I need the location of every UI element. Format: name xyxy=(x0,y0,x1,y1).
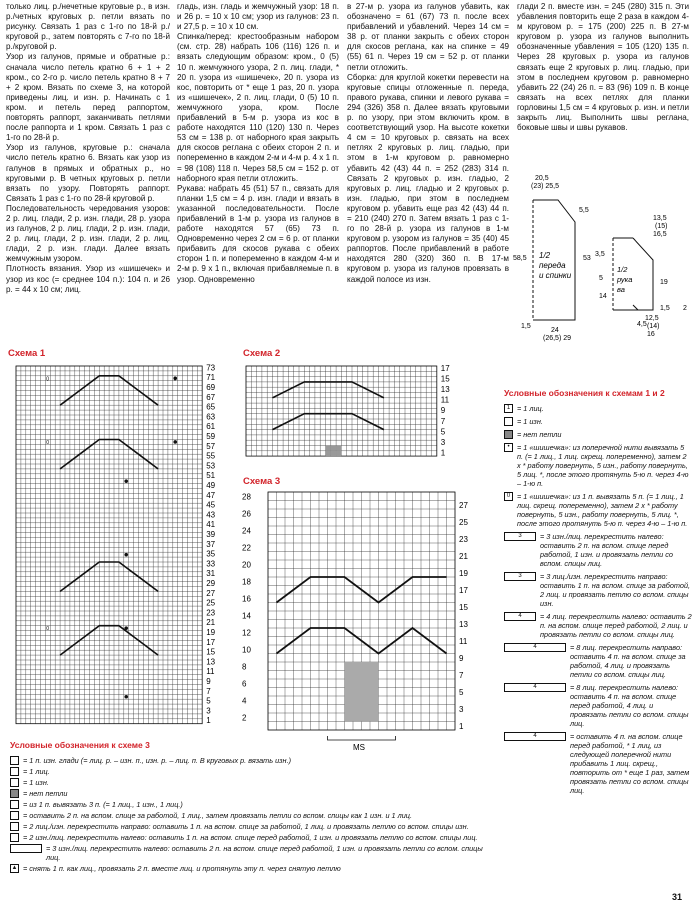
row-label: 37 xyxy=(206,539,216,549)
row-label: 53 xyxy=(206,461,216,471)
legend-symbol: 0 xyxy=(504,492,513,501)
row-label-left: 8 xyxy=(242,662,247,672)
row-label: 13 xyxy=(206,657,216,667)
ms-label: MS xyxy=(353,743,365,752)
svg-text:1/2: 1/2 xyxy=(617,265,628,274)
svg-text:3,5: 3,5 xyxy=(595,251,605,258)
legend-item xyxy=(10,844,490,862)
row-label-right: 17 xyxy=(459,586,468,595)
row-label: 73 xyxy=(206,364,216,373)
no-stitch-cell xyxy=(370,662,379,671)
legend-item xyxy=(10,800,490,809)
legend-item xyxy=(504,732,692,795)
legend-item xyxy=(504,572,692,608)
no-stitch-cell xyxy=(353,662,362,671)
grid-lines xyxy=(246,366,437,456)
legend-item xyxy=(504,404,692,413)
row-label-left: 4 xyxy=(242,696,247,706)
row-label-right: 25 xyxy=(459,518,468,527)
text-column-3 xyxy=(347,2,509,285)
svg-text:переда: переда xyxy=(539,261,566,270)
bobble-mark xyxy=(173,440,177,444)
legend-symbol xyxy=(10,778,19,787)
row-label: 43 xyxy=(206,510,216,520)
bobble-mark xyxy=(124,479,128,483)
paragraph: Сборка: для круглой кокетки перевести на круговые спицы отложенные п. переда, правого рукава, спинки и левого рукава = 294 (326) 358 п. Далее вязать круговыми р. по узору, при этом включить кром. в соответствующий узор. На высоте кокетки 4 см = 10 круговых р. связать на всех петлях 2 круговых р. лиц. гладью, при этом в 1-м круговом р. равномерно убавить 42 (43) 44 п. = 252 (283) 314 п. Связать 2 круговых р. изн. гладью, 2 круговых р. лиц. гладью и 2 круговых р. изн. гладью, при этом в последнем круговом р. убавить еще раз 42 (43) 44 п. = 210 (240) 270 п. Затем вязать 1 раз с 1-го по 28-й р. узора из галунов в 1-м круговом р. узором из галунов = 35 (40) 45 раппортов. После прибавлений в работе находятся 280 (320) 360 п. В 17-м круговом р. узора из галунов провязать в каждой полосе из изн. xyxy=(347,72,509,284)
legend-text: = 3 изн./лиц. перекрестить налево: оставить 2 п. на вспом. спице перед работой, 1 изн. и провязать петли со вспом. спицы лиц. xyxy=(540,532,673,568)
no-stitch-cell xyxy=(362,705,371,714)
paragraph: в 27-м р. узора из галунов убавить, как обозначено = 61 (67) 73 п. после всех прибавлений и убавлений. Через 14 см = 38 р. от планки закрыть с обеих сторон для скосов реглана, как на спинке = 49 (55) 61 п. Через 19 см = 52 р. от планки петли отложить. xyxy=(347,2,509,72)
legend-symbol xyxy=(10,833,19,842)
row-label: 7 xyxy=(206,686,211,696)
row-label: 15 xyxy=(206,647,216,657)
legend-text: = 8 лиц. перекрестить направо: оставить 4 п. на вспом. спице за работой, 4 лиц. и провязать петли со вспом. спицы лиц. xyxy=(570,643,686,679)
bobble-mark xyxy=(124,695,128,699)
row-label-left: 26 xyxy=(242,509,251,519)
legend-text: = оставить 2 п. на вспом. спице за работой, 1 лиц., затем провязать петли со вспом. спицы как 1 изн. и 1 лиц. xyxy=(23,811,413,820)
legend-text: = 1 лиц. xyxy=(517,404,544,413)
no-stitch-cell xyxy=(362,688,371,697)
legend-item xyxy=(10,864,490,873)
cable-motif xyxy=(273,382,384,398)
svg-text:19: 19 xyxy=(660,279,668,286)
row-label-right: 13 xyxy=(459,620,468,629)
no-stitch-cell xyxy=(353,688,362,697)
legend-symbol: 4 xyxy=(504,732,566,741)
row-label-left: 20 xyxy=(242,560,251,570)
svg-text:16,5: 16,5 xyxy=(653,231,667,238)
legend-text: = 3 изн./лиц. перекрестить налево: оставить 2 п. на вспом. спице перед работой, 1 изн. и провязать петли со вспом. спицы лиц. xyxy=(46,844,483,862)
zero-mark: 0 xyxy=(46,626,49,633)
page-number: 31 xyxy=(672,892,683,902)
no-stitch-cell xyxy=(362,679,371,688)
cable-motif xyxy=(273,414,384,430)
bobble-mark xyxy=(124,626,128,630)
row-label: 27 xyxy=(206,588,216,598)
legend-symbol: 1 xyxy=(504,404,513,413)
legend-symbol xyxy=(10,767,19,776)
no-stitch-cell xyxy=(331,446,336,451)
legend-item xyxy=(504,430,692,439)
legend-item xyxy=(10,789,490,798)
no-stitch-cell xyxy=(353,713,362,722)
no-stitch-cell xyxy=(345,671,354,680)
no-stitch-cell xyxy=(353,671,362,680)
row-label: 9 xyxy=(440,406,446,416)
row-label-right: 19 xyxy=(459,569,468,578)
dim-side: 1,5 xyxy=(521,323,531,330)
legend-item xyxy=(504,683,692,728)
legend-symbol: • xyxy=(504,443,513,452)
no-stitch-cell xyxy=(345,662,354,671)
legend-text: = 8 лиц. перекрестить налево: оставить 4 п. на вспом. спице перед работой, 4 лиц. и провязать петли со вспом. спицы лиц. xyxy=(570,683,689,728)
row-label: 1 xyxy=(440,448,446,458)
legend-text: = 1 п. изн. глади (= лиц. р. – изн. п., изн. р. – лиц. п. В круговых р. вязать изн.) xyxy=(23,756,292,765)
legend12-title: Условные обозначения к схемам 1 и 2 xyxy=(504,388,665,398)
no-stitch-cell xyxy=(326,451,331,456)
row-label: 33 xyxy=(206,559,216,569)
legend-symbol xyxy=(10,844,42,853)
row-label: 39 xyxy=(206,530,216,539)
row-label: 5 xyxy=(206,696,211,706)
paragraph: Плотность вязания. Узор из «шишечек» и узор из кос (= среднее 104 п.): 104 п. и 26 р. = 44 х 10 см; лиц. xyxy=(6,264,170,294)
row-label: 3 xyxy=(440,438,446,447)
legend-symbol xyxy=(10,822,19,831)
row-label: 45 xyxy=(206,500,216,510)
svg-text:рука: рука xyxy=(617,275,633,284)
chart-1-grid xyxy=(14,364,244,736)
row-label-left: 18 xyxy=(242,577,251,587)
row-label-left: 2 xyxy=(242,713,247,723)
svg-text:12,5: 12,5 xyxy=(645,315,659,322)
row-label-left: 28 xyxy=(242,492,251,502)
row-label: 65 xyxy=(206,402,216,412)
legend-symbol: 3 xyxy=(504,572,536,581)
legend-text: = 1 «шишечка»: из 1 п. вывязать 5 п. (= 1 лиц., 1 лиц. скрещ. попеременно), затем 2 х * работу повернуть, 5 изн., работу повернуть, 5 лиц. *, после этого протянуть 5-ю п. через 4-ю – 1-ю п. xyxy=(517,492,688,528)
legend-symbol xyxy=(504,430,513,439)
chart-2-grid xyxy=(244,364,484,464)
row-label: 17 xyxy=(206,637,216,647)
dim-d2: 58,5 xyxy=(513,255,527,262)
legend-text: = 2 лиц./изн. перекрестить направо: оставить 1 п. на вспом. спице за работой, 1 лиц. и провязать петлю со вспом. спицы изн. xyxy=(23,822,469,831)
zero-mark: 0 xyxy=(46,440,49,446)
row-label: 41 xyxy=(206,520,216,530)
chart2-title: Схема 2 xyxy=(243,348,281,359)
text-column-1 xyxy=(6,2,170,295)
row-label-right: 21 xyxy=(459,552,468,561)
no-stitch-cell xyxy=(362,713,371,722)
legend-symbol xyxy=(10,756,19,765)
dim-bottom: 24 xyxy=(551,327,559,334)
paragraph: Спинка/перед: крестообразным набором (см. стр. 28) набрать 106 (116) 126 п. и вязать следующим образом: кром., 0 (5) 10 п. жемчужного узора, 2 п. лиц. глади, * 20 п. узора из «шишечек», 20 п. узора из кос, повторить от * еще 1 раз, 20 п. узора из «шишечек», 2 п. лиц. глади, 0 (5) 10 п. жемчужного узора, кром. После прибавлений в 5-м р. узора из кос в работе находятся 110 (120) 130 п. Через 53 см = 138 р. от наборного края закрыть для скосов реглана с обеих сторон 2 п. и попеременно в каждом 2-м и 4-м р. 4 х 1 п. = 98 (108) 118 п. Через 58,5 см = 152 р. от наборного края петли отложить. xyxy=(177,32,339,183)
no-stitch-cell xyxy=(370,671,379,680)
row-label-right: 11 xyxy=(459,637,468,646)
row-label-right: 23 xyxy=(459,535,468,544)
svg-text:4,5: 4,5 xyxy=(637,321,647,328)
no-stitch-cell xyxy=(370,688,379,697)
legend-symbol: 4 xyxy=(504,683,566,692)
dim-d1: 5,5 xyxy=(579,207,589,214)
legend-12 xyxy=(504,404,692,799)
legend-item xyxy=(10,811,490,820)
no-stitch-cell xyxy=(370,679,379,688)
no-stitch-cell xyxy=(345,696,354,705)
legend-item xyxy=(504,532,692,568)
legend-text: = 2 изн./лиц. перекрестить налево: оставить 1 п. на вспом. спице перед работой, 1 изн. и провязать петлю со вспом. спицы лиц. xyxy=(23,833,478,842)
no-stitch-cell xyxy=(362,696,371,705)
zero-mark: 0 xyxy=(173,376,177,383)
row-label: 1 xyxy=(206,716,211,726)
legend-item xyxy=(10,822,490,831)
no-stitch-cell xyxy=(362,662,371,671)
no-stitch-cell xyxy=(370,696,379,705)
row-label: 21 xyxy=(206,618,216,628)
paragraph: только лиц. р./нечетные круговые р., в изн. р./четных круговых р. петли вязать по рисунку. Связать 1 раз с 1-го по 18-й р./круговой р., затем повторять с 7-го по 18-й р./круговой р. xyxy=(6,2,170,52)
legend-text: = 3 лиц./изн. перекрестить направо: оставить 1 п. на вспом. спице за работой, 2 лиц. и провязать петлю со вспом. спицы изн. xyxy=(540,572,691,608)
no-stitch-cell xyxy=(345,705,354,714)
legend-symbol xyxy=(10,811,19,820)
row-label: 11 xyxy=(440,395,450,405)
legend-text: = оставить 4 п. на вспом. спице перед работой, * 1 лиц, из следующей поперечной нити прибавить 1 лиц. скрещ., повторить от * еще 1 раз, затем провязать петли со вспом. спицы лиц. xyxy=(570,732,690,795)
row-label: 13 xyxy=(440,385,450,394)
row-label: 55 xyxy=(206,451,216,461)
dim-top2: (23) 25,5 xyxy=(531,183,560,190)
row-label: 69 xyxy=(206,383,216,392)
svg-text:14: 14 xyxy=(599,293,607,300)
dim-d3: 53 xyxy=(583,255,591,262)
legend-text: = 1 «шишечка»: из поперечной нити вывязать 5 п. (= 1 лиц., 1 лиц. скрещ. попеременно), затем 2 х * работу повернуть, 5 изн., работу повернуть, 5 лиц. *, после этого протянуть 5-ю п. через 4-ю – 1-ю п. xyxy=(517,443,689,488)
row-label-left: 16 xyxy=(242,594,251,604)
chart-3-grid xyxy=(240,490,492,766)
row-label: 5 xyxy=(440,427,446,437)
paragraph: Узор из галунов, круговые р.: сначала число петель кратно 6. Вязать как узор из галунов в прямых и обратных р., но круговыми р. В четных круговых р. петли вязать по узору. Повторять раппорт. Связать 1 раз с 1-го по 28-й круговой р. xyxy=(6,143,170,203)
legend-text: = 1 изн. xyxy=(517,417,543,426)
legend-item xyxy=(10,833,490,842)
row-label-left: 10 xyxy=(242,645,251,655)
paragraph: Узор из галунов, прямые и обратные р.: сначала число петель кратно 6 + 1 + 2 кром., со 2-го р. число петель кратно 8 + 7 + 2 кром. Вязать по схеме 3, на которой приведены лиц. и изн. р. Начинать с 1 кром. и петель перед раппортом, повторять раппорт, заканчивать петлями после раппорта и 1 кром. Связать 1 раз с 1-го по 28-й р. xyxy=(6,52,170,143)
paragraph: Последовательность чередования узоров: 2 р. лиц. глади, 2 р. изн. глади, 28 р. узора из галунов, 2 р. лиц. глади, 2 р. изн. глади, 2 р. лиц. глади, 2 р. изн. глади, 2 р. лиц. глади, 2 р. изн. глади. Далее вязать жемчужным узором. xyxy=(6,203,170,264)
no-stitch-cell xyxy=(353,679,362,688)
no-stitch-cell xyxy=(345,688,354,697)
row-label: 63 xyxy=(206,412,216,422)
row-label-right: 15 xyxy=(459,603,468,612)
row-label: 47 xyxy=(206,490,216,500)
no-stitch-cell xyxy=(345,679,354,688)
row-label: 29 xyxy=(206,579,216,588)
row-label: 3 xyxy=(206,706,211,716)
dim-bottom2: (26,5) 29 xyxy=(543,335,572,342)
no-stitch-cell xyxy=(370,713,379,722)
legend-item xyxy=(504,443,692,488)
row-label-left: 6 xyxy=(242,679,247,689)
row-label: 61 xyxy=(206,422,216,432)
row-label: 31 xyxy=(206,569,216,579)
legend-item xyxy=(10,778,490,787)
row-label-left: 14 xyxy=(242,611,251,621)
paragraph: гладь, изн. гладь и жемчужный узор: 18 п. и 26 р. = 10 х 10 см; узор из галунов: 23 п. и 27,5 р. = 10 х 10 см. xyxy=(177,2,339,32)
row-label-left: 22 xyxy=(242,543,251,553)
svg-text:(15): (15) xyxy=(655,223,668,230)
no-stitch-cell xyxy=(331,451,336,456)
legend-item xyxy=(10,767,490,776)
svg-text:1,5: 1,5 xyxy=(660,305,670,312)
svg-text:2: 2 xyxy=(683,305,687,312)
chart3-title: Схема 3 xyxy=(243,476,281,487)
no-stitch-cell xyxy=(353,705,362,714)
svg-text:(14): (14) xyxy=(647,323,660,330)
row-label-right: 9 xyxy=(459,654,464,663)
legend-item xyxy=(10,756,490,765)
paragraph: глади 2 п. вместе изн. = 245 (280) 315 п. Эти убавления повторить еще 2 раза в каждом 4-м круговом р. = 175 (200) 225 п. В 27-м круговом р. узора из галунов выполнить обозначенные убавления = 105 (120) 135 п. Через 28 круговых р. узора из галунов связать еще 2 круговых р. лиц. гладью, при этом в последнем круговом р. равномерно убавить 22 (24) 26 п. = 83 (96) 109 п. В конце связать на всех петлях для планки горловины 1,5 см = 4 круговых р. изн. и петли закрыть лиц. Выполнить швы реглана, боковые швы и швы рукавов. xyxy=(517,2,689,133)
svg-text:16: 16 xyxy=(647,331,655,338)
svg-text:и спинки: и спинки xyxy=(539,271,572,280)
legend-text: = 4 лиц. перекрестить налево: оставить 2 п. на вспом. спице перед работой, 2 лиц. и провязать петли со вспом. спицы лиц. xyxy=(540,612,692,639)
row-label: 25 xyxy=(206,598,216,608)
legend-text: = из 1 п. вывязать 3 п. (= 1 лиц., 1 изн., 1 лиц.) xyxy=(23,800,183,809)
legend-3 xyxy=(10,756,490,875)
legend-text: = нет петли xyxy=(23,789,68,798)
row-label-left: 24 xyxy=(242,526,251,536)
no-stitch-cell xyxy=(345,713,354,722)
row-label: 59 xyxy=(206,432,216,441)
legend-symbol: 3 xyxy=(504,532,536,541)
row-label-right: 27 xyxy=(459,501,468,510)
svg-text:ва: ва xyxy=(617,285,625,294)
text-column-2 xyxy=(177,2,339,285)
row-label: 51 xyxy=(206,471,216,481)
dim-top: 20,5 xyxy=(535,175,549,182)
legend-symbol: 4 xyxy=(504,612,536,621)
row-label: 23 xyxy=(206,608,216,618)
paragraph: Рукава: набрать 45 (51) 57 п., связать для планки 1,5 см = 4 р. изн. глади и вязать в указанной последовательности. После прибавлений в 1-м р. узора из галунов в работе находятся 57 (65) 73 п. Одновременно через 2 см = 6 р. от планки прибавить для скосов рукава с обеих сторон 1 п. и попеременно в каждом 4-м и 2-м р. 9 х 1 п., включая прибавляемые п. в узор. Одновременно xyxy=(177,183,339,284)
legend-symbol xyxy=(504,417,513,426)
grid-lines xyxy=(16,366,202,724)
legend3-title: Условные обозначения к схеме 3 xyxy=(10,740,150,750)
legend-item xyxy=(504,492,692,528)
garment-schematic xyxy=(513,160,693,345)
legend-text: = 1 лиц. xyxy=(23,767,50,776)
no-stitch-cell xyxy=(326,446,331,451)
legend-text: = 1 изн. xyxy=(23,778,49,787)
no-stitch-cell xyxy=(336,451,341,456)
legend-symbol xyxy=(10,800,19,809)
row-label: 11 xyxy=(206,667,215,677)
bobble-mark xyxy=(124,553,128,557)
legend-item xyxy=(504,643,692,679)
row-label-right: 1 xyxy=(459,722,464,731)
ms-bracket xyxy=(328,736,396,740)
row-label: 9 xyxy=(206,677,211,686)
row-label: 17 xyxy=(440,364,450,373)
legend-item xyxy=(504,612,692,639)
row-label: 71 xyxy=(206,373,216,383)
row-label: 57 xyxy=(206,441,216,451)
row-label-right: 3 xyxy=(459,705,464,714)
zero-mark: 0 xyxy=(46,376,49,383)
legend-symbol: ▲ xyxy=(11,865,18,871)
row-label-right: 5 xyxy=(459,688,464,697)
row-label: 7 xyxy=(440,416,446,426)
no-stitch-cell xyxy=(353,696,362,705)
legend-symbol: 4 xyxy=(504,643,566,652)
svg-text:13,5: 13,5 xyxy=(653,215,667,222)
text-column-4 xyxy=(517,2,689,133)
no-stitch-cell xyxy=(336,446,341,451)
row-label: 67 xyxy=(206,392,216,402)
row-label-right: 7 xyxy=(459,671,464,680)
chart1-title: Схема 1 xyxy=(8,348,46,359)
no-stitch-cell xyxy=(362,671,371,680)
row-label: 49 xyxy=(206,481,216,490)
row-label: 19 xyxy=(206,628,216,637)
row-label-left: 12 xyxy=(242,628,251,638)
row-label: 35 xyxy=(206,549,216,559)
legend-symbol xyxy=(10,789,19,798)
svg-text:5: 5 xyxy=(599,275,603,282)
row-label: 15 xyxy=(440,374,450,384)
no-stitch-cell xyxy=(370,705,379,714)
legend-text: = снять 1 п. как лиц., провязать 2 п. вместе лиц. и протянуть эту п. через снятую петлю xyxy=(23,864,341,873)
legend-text: = нет петли xyxy=(517,430,562,439)
legend-item xyxy=(504,417,692,426)
back-label: 1/2 xyxy=(539,251,551,260)
